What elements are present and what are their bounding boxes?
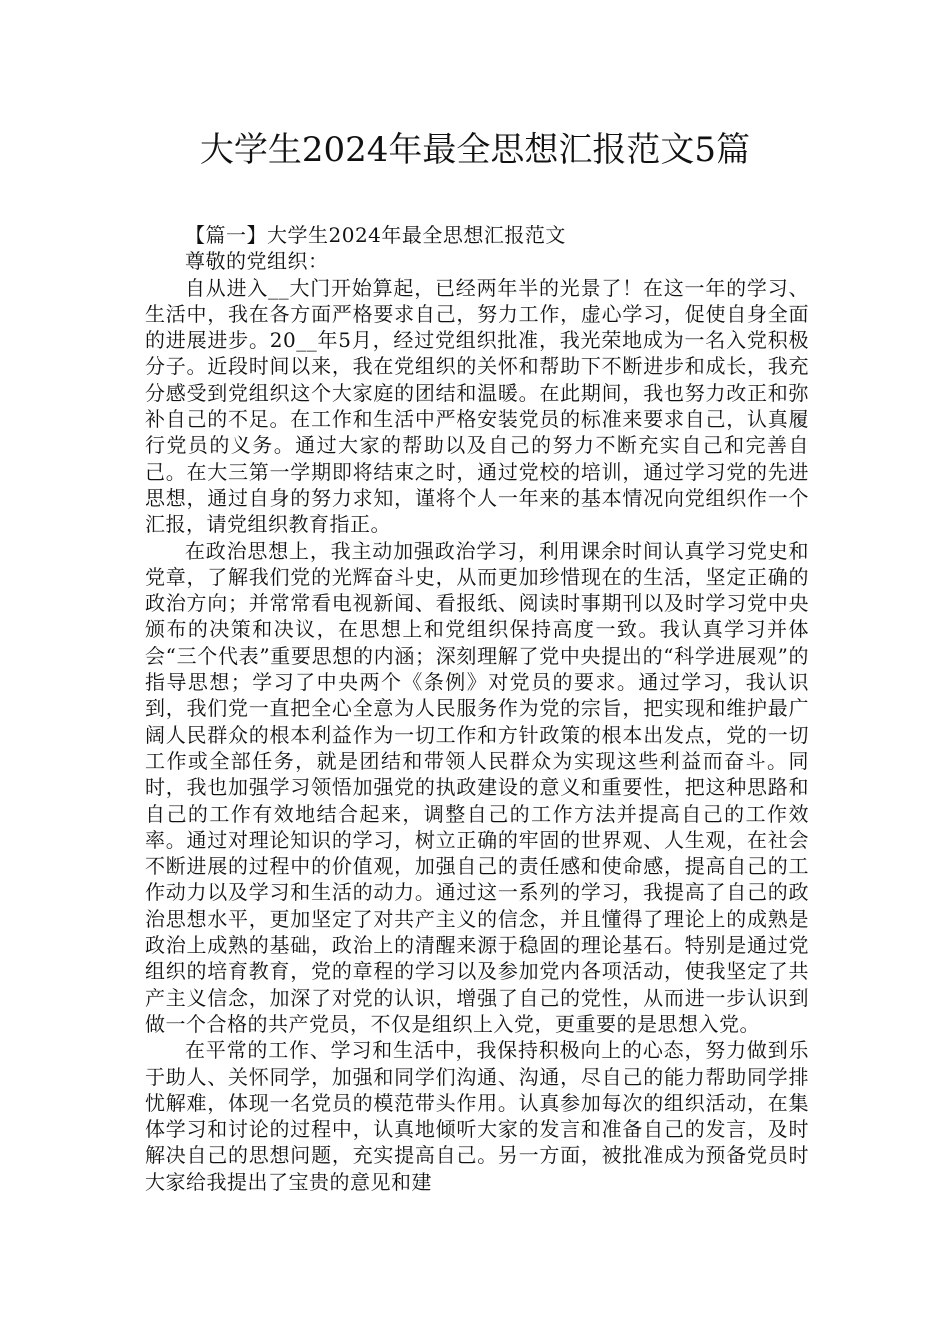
- section-heading: 【篇一】大学生2024年最全思想汇报范文: [185, 223, 566, 247]
- paragraph-1: 自从进入__大门开始算起，已经两年半的光景了！在这一年的学习、生活中，我在各方面严格要求自己，努力工作，虚心学习，促使自身全面的进展进步。20__年5月，经过党组织批准，我光荣地成为一名入党积极分子。近段时间以来，我在党组织的关怀和帮助下不断进步和成长，我充分感受到党组织这个大家庭的团结和温暖。在此期间，我也努力改正和弥补自己的不足。在工作和生活中严格安装党员的标准来要求自己，认真履行党员的义务。通过大家的帮助以及自己的努力不断充实自己和完善自己。在大三第一学期即将结束之时，通过党校的培训，通过学习党的先进思想，通过自身的努力求知，谨将个人一年来的基本情况向党组织作一个汇报，请党组织教育指正。: [145, 275, 809, 537]
- document-title: 大学生2024年最全思想汇报范文5篇: [199, 130, 751, 170]
- paragraph-2: 在政治思想上，我主动加强政治学习，利用课余时间认真学习党史和党章，了解我们党的光辉奋斗史，从而更加珍惜现在的生活，坚定正确的政治方向；并常常看电视新闻、看报纸、阅读时事期刊以及时学习党中央颁布的决策和决议，在思想上和党组织保持高度一致。我认真学习并体会“三个代表”重要思想的内涵；深刻理解了党中央提出的“科学进展观”的指导思想；学习了中央两个《条例》对党员的要求。通过学习，我认识到，我们党一直把全心全意为人民服务作为党的宗旨，把实现和维护最广阔人民群众的根本利益作为一切工作和方针政策的根本出发点，党的一切工作或全部任务，就是团结和带领人民群众为实现这些利益而奋斗。同时，我也加强学习领悟加强党的执政建设的意义和重要性，把这种思路和自己的工作有效地结合起来，调整自己的工作方法并提高自己的工作效率。通过对理论知识的学习，树立正确的牢固的世界观、人生观，在社会不断进展的过程中的价值观，加强自己的责任感和使命感，提高自己的工作动力以及学习和生活的动力。通过这一系列的学习，我提高了自己的政治思想水平，更加坚定了对共产主义的信念，并且懂得了理论上的成熟是政治上成熟的基础，政治上的清醒来源于稳固的理论基石。特别是通过党组织的培育教育，党的章程的学习以及参加党内各项活动，使我坚定了共产主义信念，加深了对党的认识，增强了自己的党性，从而进一步认识到做一个合格的共产党员，不仅是组织上入党，更重要的是思想入党。: [145, 538, 809, 1036]
- paragraph-3: 在平常的工作、学习和生活中，我保持积极向上的心态，努力做到乐于助人、关怀同学，加强和同学们沟通、沟通，尽自己的能力帮助同学排忧解难，体现一名党员的模范带头作用。认真参加每次的组织活动，在集体学习和讨论的过程中，认真地倾听大家的发言和准备自己的发言，及时解决自己的思想问题，充实提高自己。另一方面，被批准成为预备党员时大家给我提出了宝贵的意见和建: [145, 1038, 809, 1194]
- salutation: 尊敬的党组织：: [185, 249, 329, 274]
- document-body: [145, 222, 809, 1195]
